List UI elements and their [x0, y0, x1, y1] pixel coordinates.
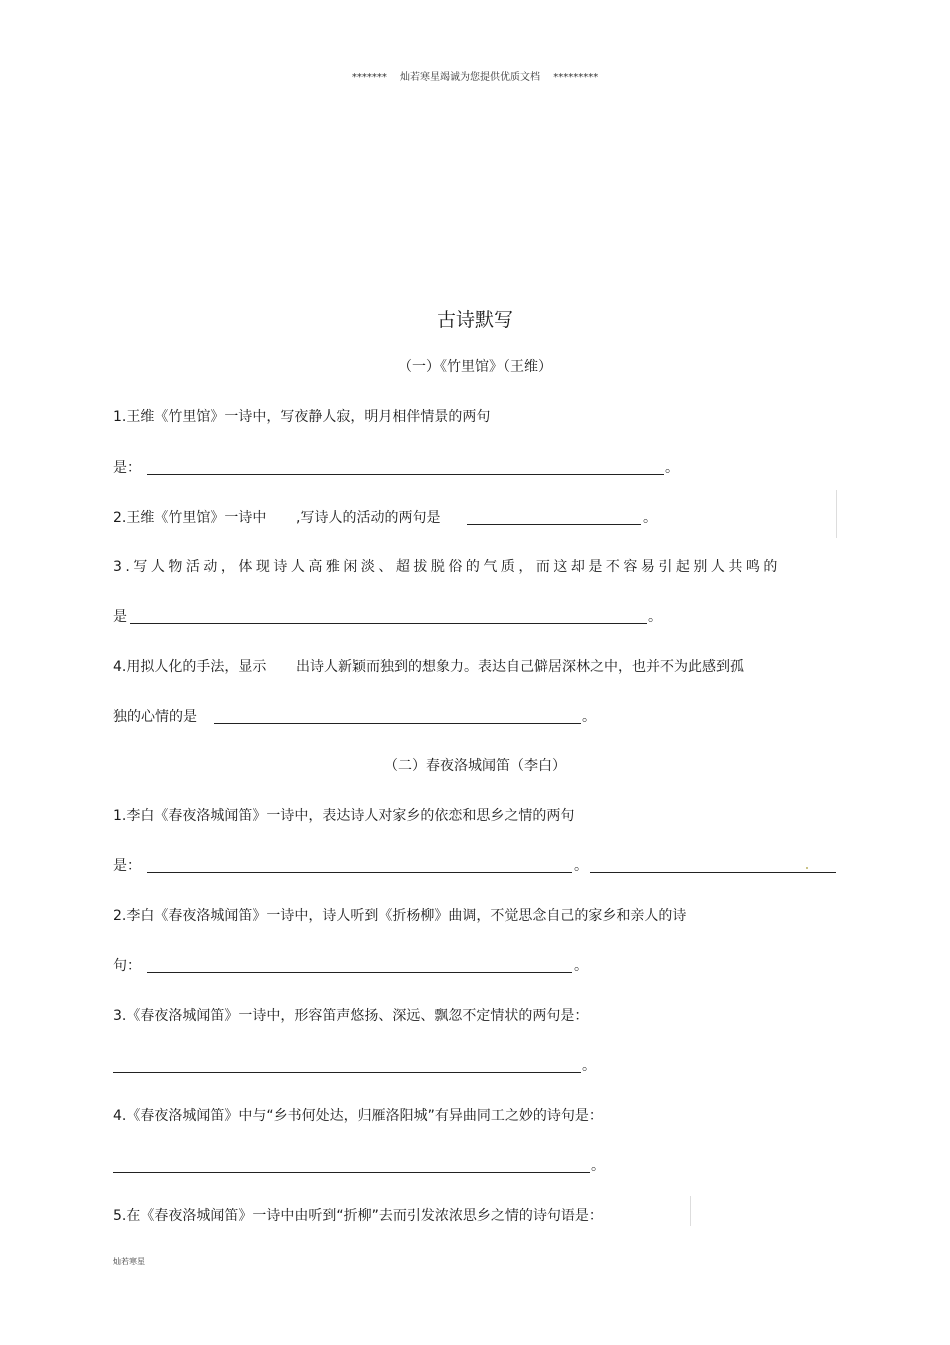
question-1-4-text-b: 出诗人新颖而独到的想象力。表达自己僻居深林之中，也并不为此感到孤 [296, 659, 744, 675]
page-header [0, 68, 950, 83]
answer-blank-1-2[interactable] [467, 524, 641, 525]
question-2-4-text: 4.《春夜洛城闻笛》中与“乡书何处达，归雁洛阳城”有异曲同工之妙的诗句是： [113, 1108, 603, 1124]
question-2-2-text: 2.李白《春夜洛城闻笛》一诗中，诗人听到《折杨柳》曲调，不觉思念自己的家乡和亲人的诗 [113, 908, 687, 924]
period: 。 [643, 510, 657, 526]
question-1-4-label: 独的心情的是 [113, 709, 197, 725]
section-heading-2: （二）春夜洛城闻笛（李白） [384, 758, 566, 774]
answer-blank-2-4[interactable] [113, 1172, 590, 1173]
period: 。 [665, 460, 679, 476]
question-1-1-label: 是： [113, 460, 141, 476]
question-2-1-label: 是： [113, 858, 141, 874]
section-heading-1: （一）《竹里馆》（王维） [398, 359, 552, 375]
page-title: 古诗默写 [436, 309, 513, 331]
answer-blank-1-4[interactable] [214, 723, 581, 724]
question-1-3-label: 是 [113, 609, 127, 625]
answer-blank-2-2[interactable] [147, 972, 572, 973]
question-2-3-text: 3.《春夜洛城闻笛》一诗中，形容笛声悠扬、深远、飘忽不定情状的两句是： [113, 1008, 589, 1024]
period: 。 [591, 1158, 605, 1174]
question-1-4-text-a: 4.用拟人化的手法，显示 [113, 659, 267, 675]
header-stars-right: ********* [553, 72, 599, 83]
header-text: 灿若寒星竭诚为您提供优质文档 [400, 72, 540, 83]
margin-rule [836, 490, 837, 538]
question-2-2-label: 句： [113, 958, 141, 974]
stray-dot [806, 867, 808, 869]
answer-blank-1-3[interactable] [130, 623, 647, 624]
answer-blank-2-1a[interactable] [147, 872, 572, 873]
period: 。 [574, 858, 588, 874]
header-stars-left: ******* [351, 72, 387, 83]
question-1-2-text-b: ,写诗人的活动的两句是 [296, 510, 441, 526]
question-1-2-text-a: 2.王维《竹里馆》一诗中 [113, 510, 267, 526]
question-2-5-text: 5.在《春夜洛城闻笛》一诗中由听到“折柳”去而引发浓浓思乡之情的诗句语是： [113, 1208, 603, 1224]
answer-blank-1-1[interactable] [147, 474, 664, 475]
period: 。 [582, 709, 596, 725]
answer-blank-2-3[interactable] [113, 1072, 581, 1073]
period: 。 [582, 1058, 596, 1074]
question-1-3-text: 3.写人物活动，体现诗人高雅闲淡、超拔脱俗的气质，而这却是不容易引起别人共鸣的 [113, 559, 781, 575]
period: 。 [574, 958, 588, 974]
question-1-1-text: 1.王维《竹里馆》一诗中，写夜静人寂，明月相伴情景的两句 [113, 409, 491, 425]
question-2-1-text: 1.李白《春夜洛城闻笛》一诗中，表达诗人对家乡的依恋和思乡之情的两句 [113, 808, 575, 824]
period: 。 [648, 609, 662, 625]
margin-rule [690, 1196, 691, 1226]
page-footer: 灿若寒星 [113, 1257, 145, 1266]
answer-blank-2-1b[interactable] [590, 872, 836, 873]
